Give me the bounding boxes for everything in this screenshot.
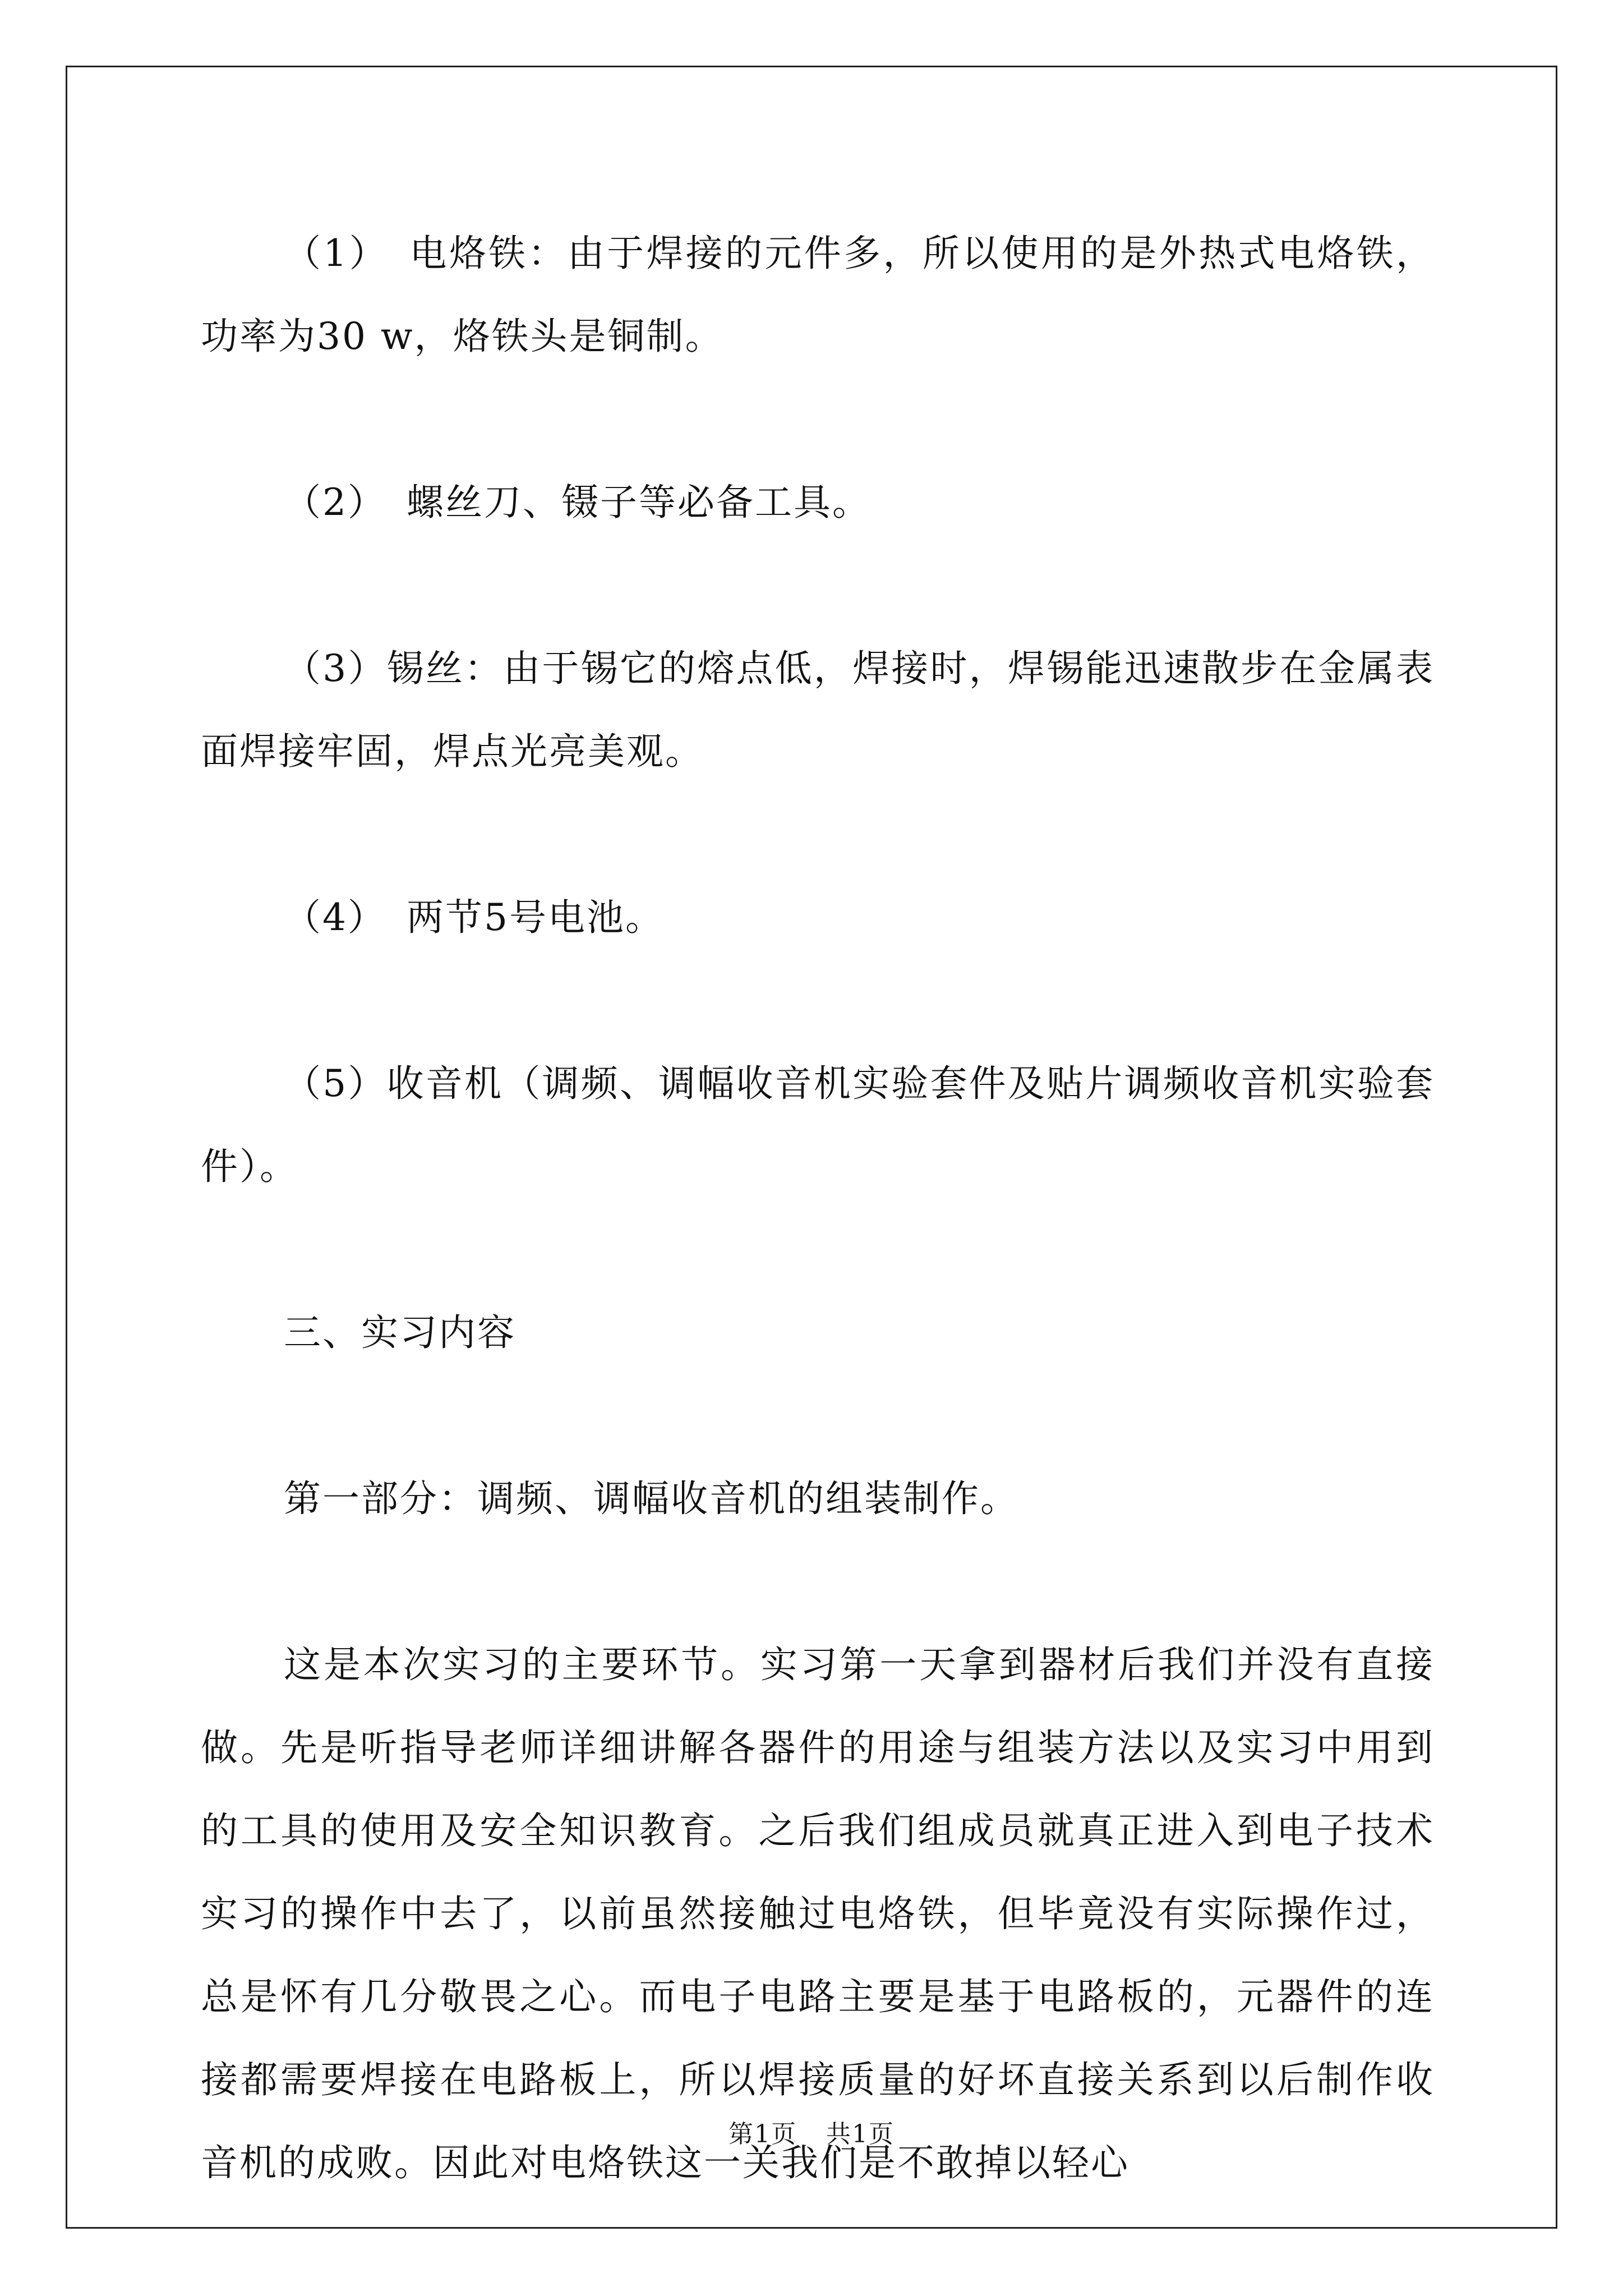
page-number-total: 共1页	[826, 2120, 895, 2148]
paragraph-item-3: （3）锡丝：由于锡它的熔点低，焊接时，焊锡能迅速散步在金属表面焊接牢固，焊点光亮美观。	[201, 647, 1435, 773]
paragraph-item-2: （2） 螺丝刀、镊子等必备工具。	[284, 481, 871, 524]
page-number-current: 第1页	[728, 2120, 797, 2148]
document-body	[201, 212, 1435, 2205]
paragraph-item-1: （1） 电烙铁：由于焊接的元件多，所以使用的是外热式电烙铁，功率为30 w，烙铁头是铜制。	[201, 232, 1435, 358]
paragraph-item-4: （4） 两节5号电池。	[284, 896, 664, 939]
page-footer	[0, 2114, 1623, 2150]
section-heading: 三、实习内容	[284, 1311, 516, 1354]
body-paragraph: 这是本次实习的主要环节。实习第一天拿到器材后我们并没有直接做。先是听指导老师详细讲解各器件的用途与组装方法以及实习中用到的工具的使用及安全知识教育。之后我们组成员就真正进入到电子技术实习的操作中去了，以前虽然接触过电烙铁，但毕竟没有实际操作过，总是怀有几分敬畏之心。而电子电路主要是基于电路板的，元器件的连接都需要焊接在电路板上，所以焊接质量的好坏直接关系到以后制作收音机的成败。因此对电烙铁这一关我们是不敢掉以轻心	[201, 1643, 1435, 2184]
paragraph-item-5: （5）收音机（调频、调幅收音机实验套件及贴片调频收音机实验套件）。	[201, 1062, 1435, 1188]
subsection-heading: 第一部分：调频、调幅收音机的组装制作。	[284, 1477, 1019, 1520]
